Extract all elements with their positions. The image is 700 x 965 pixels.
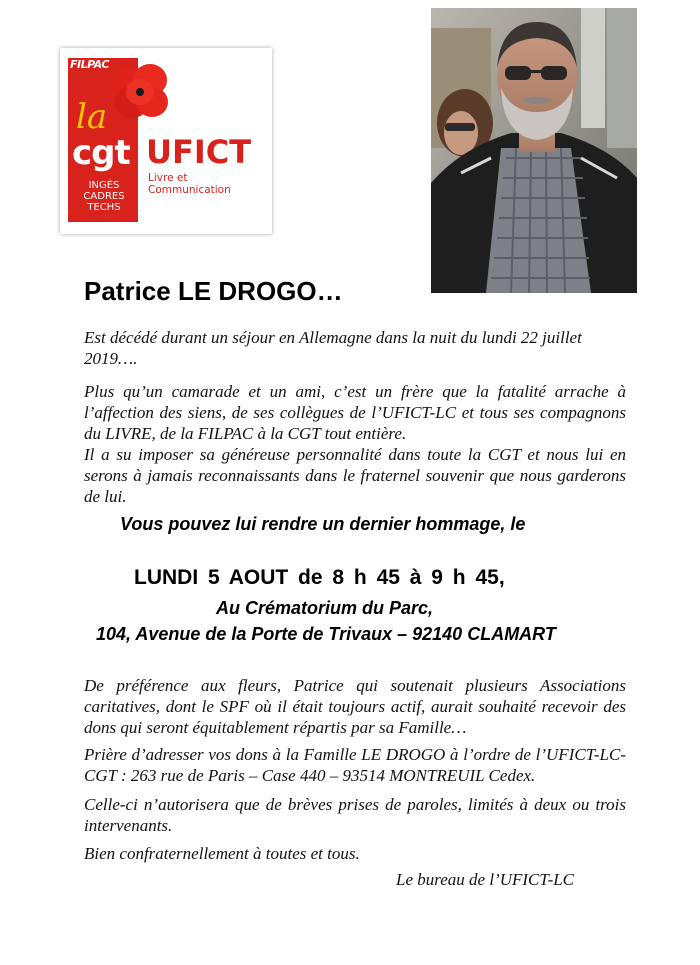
ceremony-date: LUNDI 5 AOUT de 8 h 45 à 9 h 45, — [134, 566, 505, 589]
logo-tagline: Livre et Communication — [148, 172, 231, 196]
logo-ufict: UFICT — [146, 133, 252, 171]
tribute-text — [84, 381, 626, 507]
tribute-sentence: Il a su imposer sa généreuse personnalité dans toute la CGT et nous lui en serons à jamais reconnaissants dans le fraternel souvenir que nous garderons de lui. — [84, 445, 626, 506]
poppy-icon — [110, 62, 170, 124]
ceremony-address: 104, Avenue de la Porte de Trivaux – 92140 CLAMART — [96, 624, 556, 644]
logo-category: CADRES — [83, 191, 125, 202]
logo-category: INGÉS — [88, 180, 120, 191]
speeches-note: Celle-ci n’autorisera que de brèves prises de paroles, limités à deux ou trois intervenants. — [84, 795, 626, 835]
death-announcement: Est décédé durant un séjour en Allemagne dans la nuit du lundi 22 juillet 2019…. — [84, 328, 582, 368]
signature: Le bureau de l’UFICT-LC — [396, 870, 575, 889]
logo-cgt: cgt — [72, 133, 130, 173]
donations-text: De préférence aux fleurs, Patrice qui soutenait plusieurs Associations caritatives, dont le SPF où il était toujours actif, aurait souhaité recevoir des dons qui seront équitablement répartis par sa Famille… — [84, 676, 626, 737]
portrait-photo — [431, 8, 637, 293]
logo-filpac: FILPAC — [70, 58, 109, 71]
hommage-line: Vous pouvez lui rendre un dernier hommage, le — [120, 514, 526, 534]
logo-la: la — [76, 97, 108, 137]
portrait-illustration — [431, 8, 637, 293]
page-title: Patrice LE DROGO… — [84, 276, 343, 306]
tribute-sentence: Plus qu’un camarade et un ami, c’est un frère que la fatalité arrache à l’affection des siens, de ses collègues de l’UFICT-LC et tous ses compagnons du LIVRE, de la FILPAC à la CGT tout entière. — [84, 382, 626, 443]
closing-line: Bien confraternellement à toutes et tous. — [84, 844, 360, 863]
ufict-logo — [60, 48, 272, 234]
logo-red-block — [68, 58, 138, 222]
ceremony-place: Au Crématorium du Parc, — [216, 598, 434, 618]
logo-categories — [82, 180, 126, 213]
donations-address: Prière d’adresser vos dons à la Famille LE DROGO à l’ordre de l’UFICT-LC-CGT : 263 rue de Paris – Case 440 – 93514 MONTREUIL Cedex. — [84, 745, 626, 785]
logo-category: TECHS — [87, 202, 121, 213]
